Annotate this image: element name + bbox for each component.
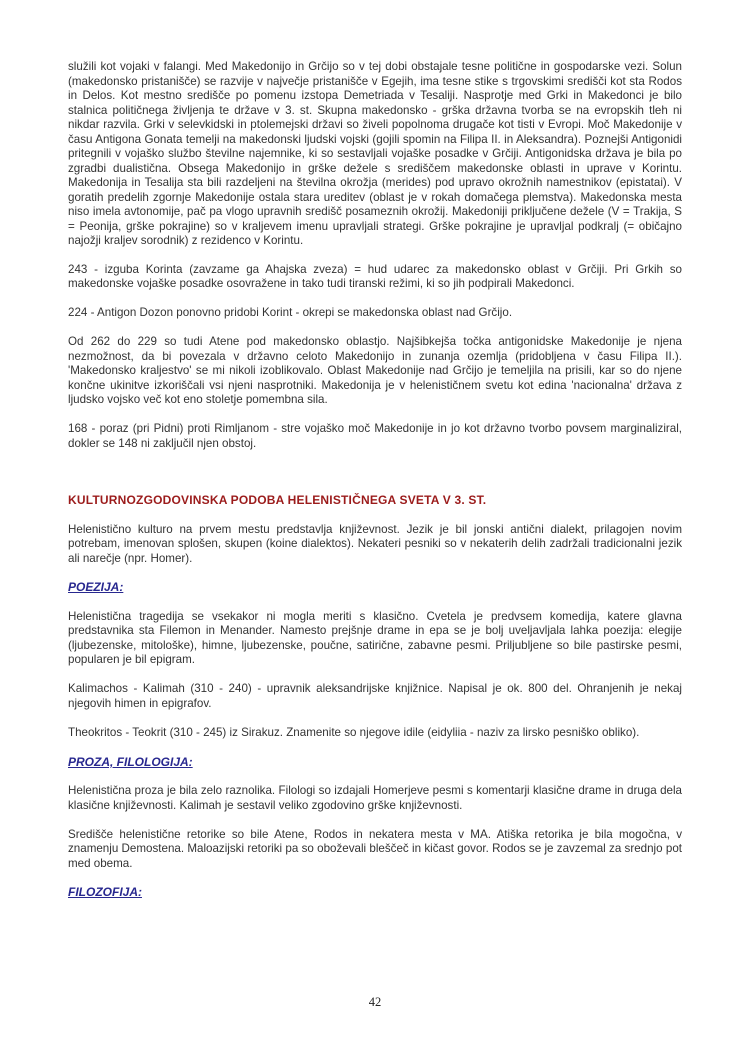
para-theokritos: Theokritos - Teokrit (310 - 245) iz Sirakuz. Znamenite so njegove idile (eidyliia - naziv za lirsko pesniško obliko). — [68, 725, 640, 739]
para-kalimachos: Kalimachos - Kalimah (310 - 240) - upravnik aleksandrijske knjižnice. Napisal je ok. 800 del. Ohranjenih je nekaj njegovih himen in epigrafov. — [68, 682, 682, 710]
page-body — [68, 60, 682, 915]
subsection-heading-poezija: POEZIJA: — [68, 580, 124, 595]
para-retorika: Središče helenistične retorike so bile Atene, Rodos in nekatera mesta v MA. Atiška retorika je bila mogočna, v znamenju Demostena. Maloazijski retoriki pa so oboževali bleščeč in kičast govor. Rodos se je zavzemal za srednjo pot med obema. — [68, 827, 682, 870]
para-168-poraz-pidna: 168 - poraz (pri Pidni) proti Rimljanom - stre vojaško moč Makedonije in jo kot državno tvorbo povsem marginaliziral, dokler se 148 ni zaključil njen obstoj. — [68, 422, 682, 450]
para-224-antigon-dozon: 224 - Antigon Dozon ponovno pridobi Korint - okrepi se makedonska oblast nad Grčijo. — [68, 306, 513, 320]
subsection-heading-proza-filologija: PROZA, FILOLOGIJA: — [68, 754, 193, 769]
para-262-229-atene: Od 262 do 229 so tudi Atene pod makedonsko oblastjo. Najšibkejša točka antigonidske Makedonije je njena nezmožnost, da bi povezala v državno celoto Makedonijo in zunanja ozemlja (pridobljena v času Filipa II.). 'Makedonsko kraljestvo' se mi nikoli izoblikovalo. Oblast Makedonije nad Grčijo je temeljila na prisili, kar so do njene končne ukinitve izkoriščali vsi njeni nasprotniki. Makedonija je v helenističnem svetu kot edina 'nacionalna' država z ljudsko vojsko več kot eno stoletje pomembna sila. — [68, 335, 682, 407]
page-number: 42 — [368, 995, 382, 1009]
para-243-izguba-korinta: 243 - izguba Korinta (zavzame ga Ahajska zveza) = hud udarec za makedonsko oblast v Grčiji. Pri Grkih so makedonske vojaške posadke osovražene in tako tudi tiranski režimi, ki so jih podpirali Makedonci. — [68, 262, 682, 291]
section-heading-kulturnozgodovinska-podoba: KULTURNOZGODOVINSKA PODOBA HELENISTIČNEGA SVETA V 3. ST. — [68, 493, 487, 508]
para-tragedija-komedija: Helenistična tragedija se vsekakor ni mogla meriti s klasično. Cvetela je predvsem komedija, katere glavna predstavnika sta Filemon in Menander. Namesto prejšnje drame in epa se je bolj uveljavljala lahka poezija: elegije (ljubezenske, mitološke), himne, ljubezenske, poučne, satirične, zabavne pesmi. Priljubljene so bile pastirske pesmi, popularen je bil epigram. — [68, 609, 682, 667]
para-helenisticna-proza: Helenistična proza je bila zelo raznolika. Filologi so izdajali Homerjeve pesmi s komentarji klasične drame in druga dela klasične književnosti. Kalimah je sestavil veliko zgodovino grške književnosti. — [68, 784, 682, 812]
para-helenisticna-kultura: Helenistično kulturo na prvem mestu predstavlja književnost. Jezik je bil jonski antični dialekt, prilagojen novim potrebam, imenovan splošen, skupen (koine dialektos). Nekateri pesniki so v nekaterih delih zadržali tradicionalni jezik ali narečje (npr. Homer). — [68, 522, 682, 565]
para-macedonia-greece: služili kot vojaki v falangi. Med Makedonijo in Grčijo so v tej dobi obstajale tesne politične in gospodarske vezi. Solun (makedonsko pristanišče) se razvije v največje pristanišče v Egejih, ima tesne stike s trgovskimi središči kot sta Rodos in Delos. Kot mestno središče po pomenu izstopa Demetriada v Tesaliji. Nasprotje med Grki in Makedonci je bilo stalnica političnega življenja te države v 3. st. Skupna makedonsko - grška državna tvorba se na evropskih tleh ni nikdar razvila. Grki v selevkidski in ptolemejski državi so živeli popolnoma drugače kot tisti v Evropi. Moč Makedonije v času Antigona Gonata temelji na makedonski ljudski vojski (gojili spomin na Filipa II. in Aleksandra). Poznejši Antigonidi pritegnili v vojaško službo številne najemnike, ki so sestavljali vojaške posadke v Grčiji. Antigonidska država je bila po zgradbi dualistična. Obsega Makedonijo in grške dežele s središčem makedonske oblasti in uprave v Korintu. Makedonija in Tesalija sta bili razdeljeni na številna okrožja (merides) pod upravo okrožnih namestnikov (epistatai). V goratih predelih zgornje Makedonije ostala stara ureditev (oblast je v rokah domačega plemstva). Makedonska mesta niso imela avtonomije, pač pa vlogo upravnih središč posameznih okrožij. Makedoniji priključene dežele (V = Trakija, S = Peonija, grške pokrajine) so v kraljevem imenu upravljali strategi. Grške pokrajine je upravljal podkralj (= običajno najožji kraljev sorodnik) z rezidenco v Korintu. — [68, 60, 682, 247]
subsection-heading-filozofija: FILOZOFIJA: — [68, 885, 142, 900]
